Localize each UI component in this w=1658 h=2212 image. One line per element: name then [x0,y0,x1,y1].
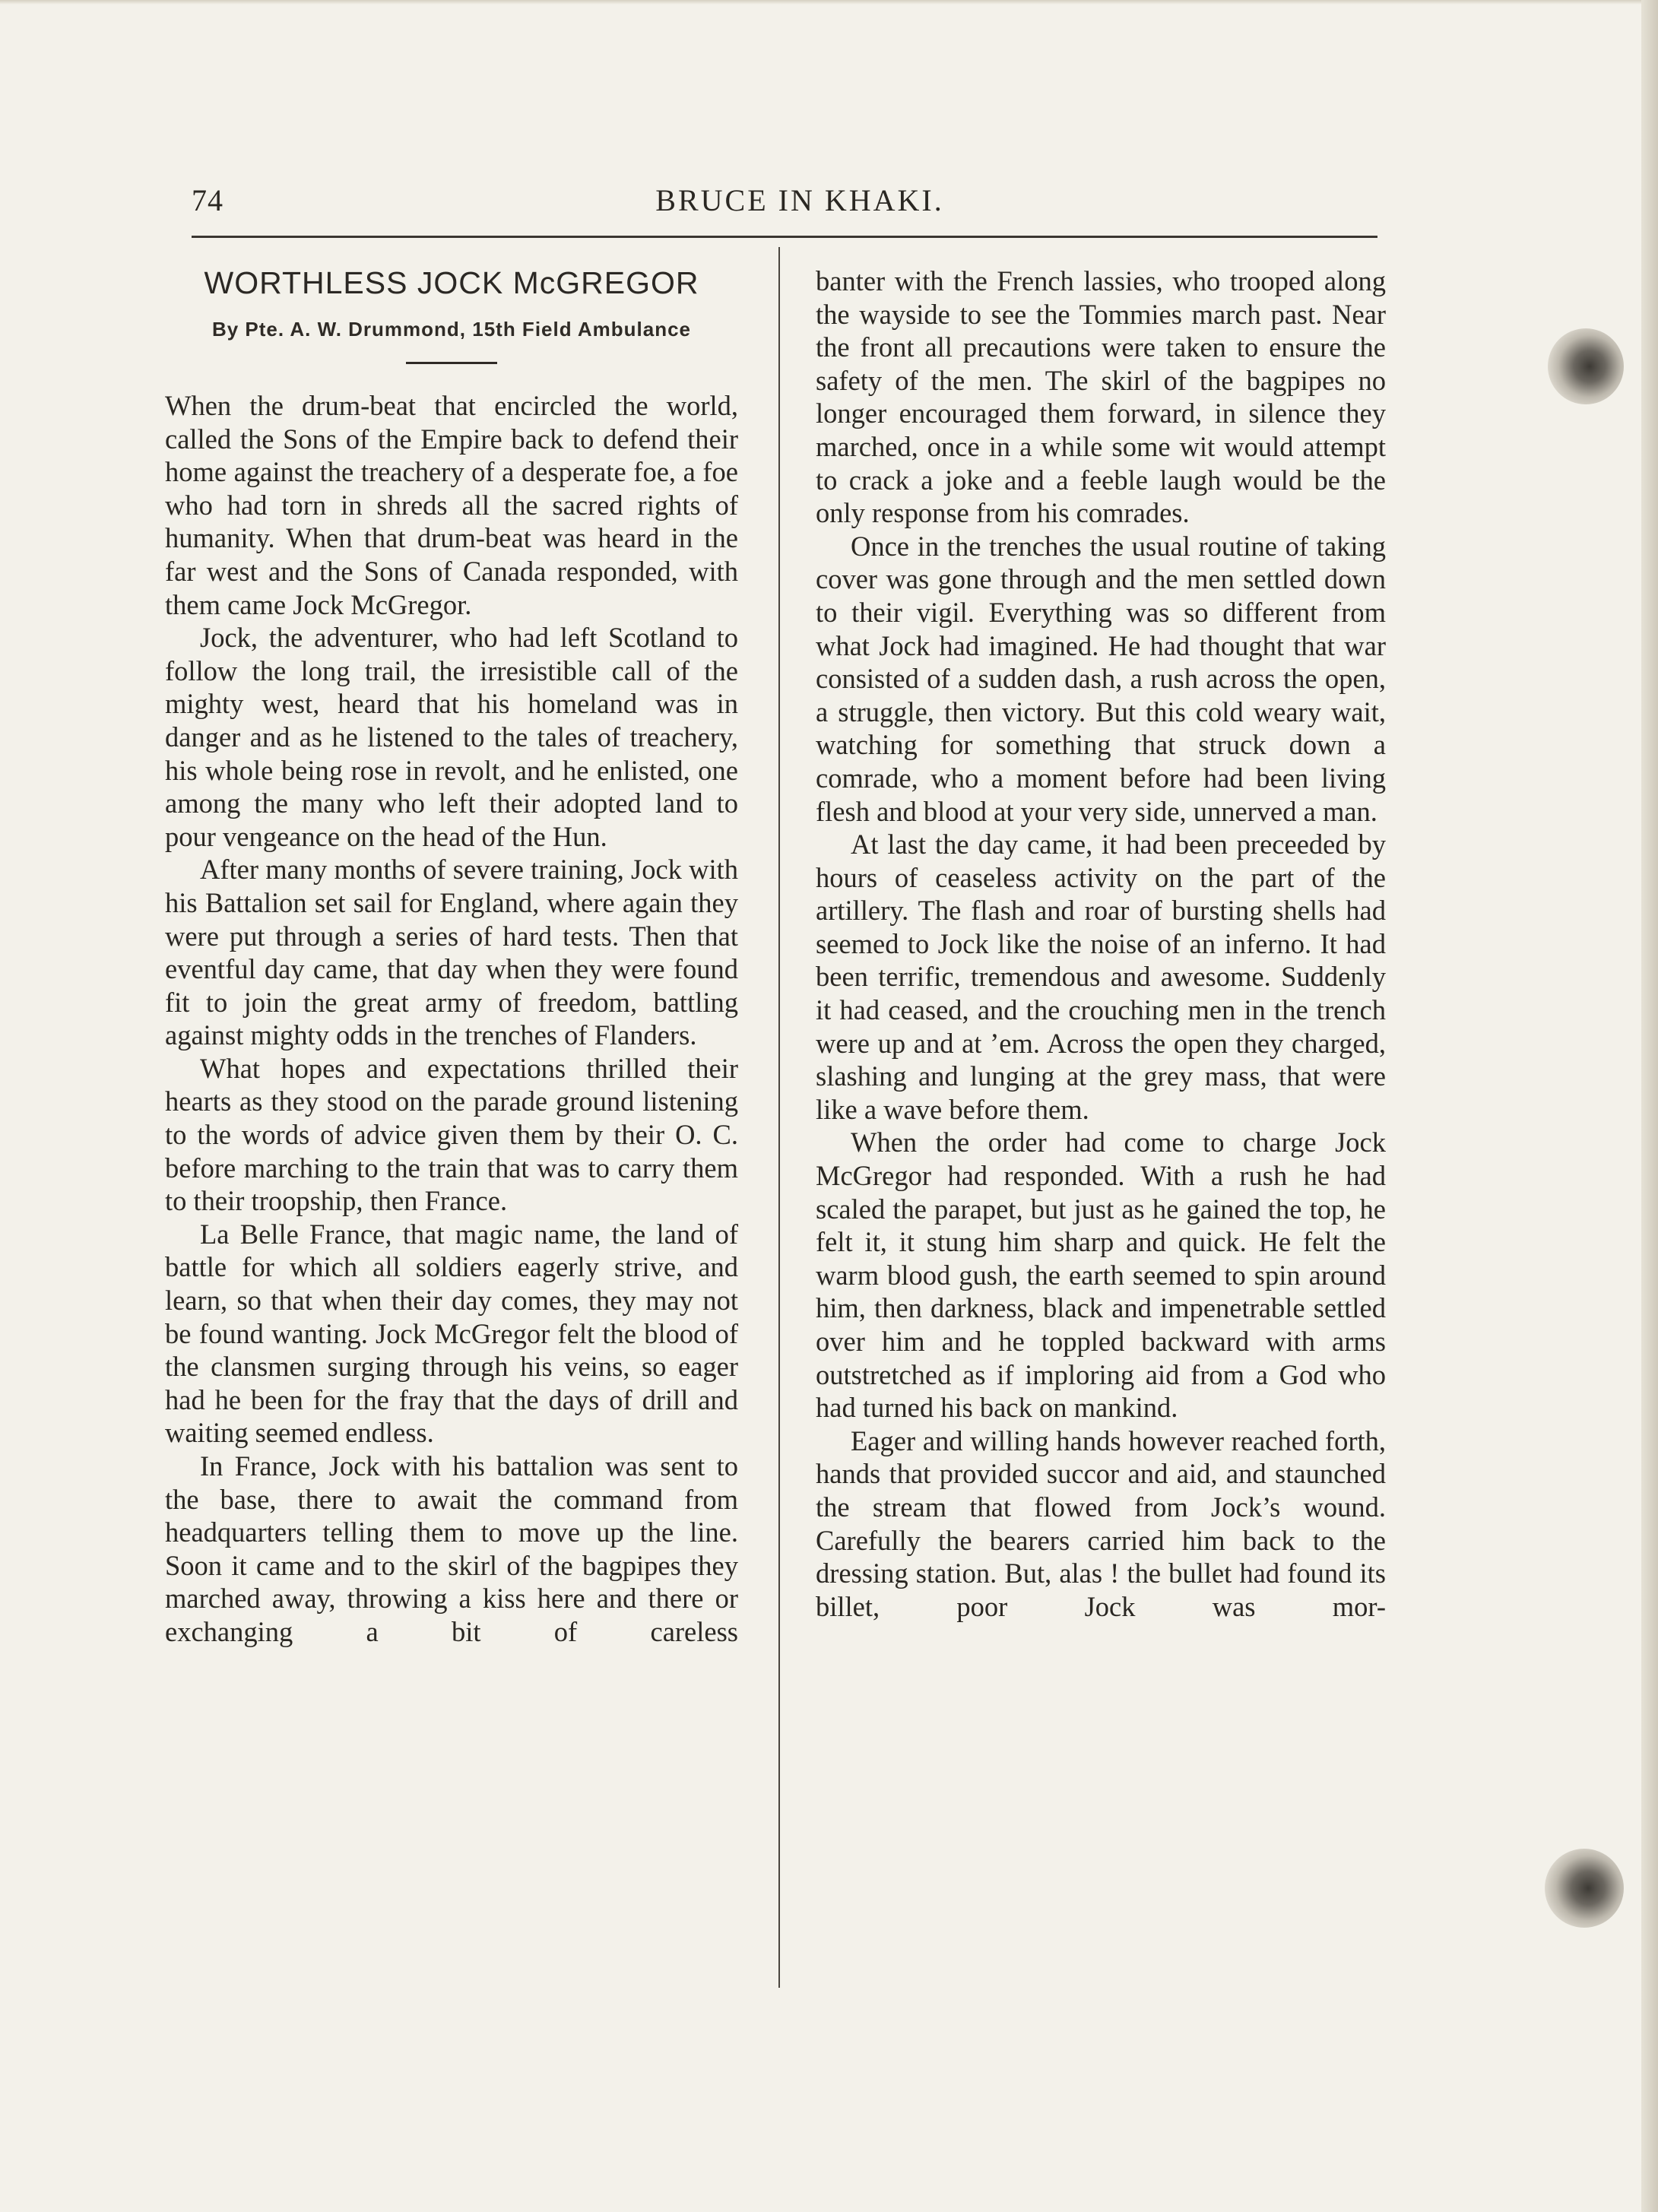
binding-hole-top [1548,328,1624,404]
paragraph: After many months of severe training, Jock with his Battalion set sail for England, where again they were put through a series of hard tests. Then that eventful day came, that day when they were found fit to join the great army of freedom, battling against mighty odds in the trenches of Flanders. [165,854,738,1051]
article-byline: By Pte. A. W. Drummond, 15th Field Ambulance [211,318,692,341]
paragraph: Once in the trenches the usual routine of taking cover was gone through and the men settled down to their vigil. Everything was so different from what Jock had imagined. He had thought that war consisted of a sudden dash, a rush across the open, a struggle, then victory. But this cold weary wait, watching for something that struck down a comrade, who a moment before had been living flesh and blood at your very side, unnerved a man. [816,530,1386,827]
header-rule [192,236,1377,238]
column-divider [778,247,780,1988]
running-header [192,182,1377,228]
paragraph: In France, Jock with his battalion was sent to the base, there to await the command from headquarters telling them to move up the line. Soon it came and to the skirl of the bagpipes they marched away, throwing a kiss here and there or exchanging a bit of careless [165,1450,738,1647]
paragraph: At last the day came, it had been preceeded by hours of ceaseless activity on the part of the artillery. The flash and roar of bursting shells had seemed to Jock like the noise of an inferno. It had been terrific, tremendous and awesome. Suddenly it had ceased, and the crouching men in the trench were up and at ’em. Across the open they charged, slashing and lunging at the grey mass, that were like a wave before them. [816,829,1386,1125]
page-right-edge [1641,0,1658,2212]
article-title: WORTHLESS JOCK McGREGOR [204,265,699,300]
paragraph: When the order had come to charge Jock McGregor had responded. With a rush he had scaled the parapet, but just as he gained the top, he felt it, it stung him sharp and quick. He felt the warm blood gush, the earth seemed to spin around him, then darkness, black and impenetrable settled over him and he toppled backward with arms outstretched as if imploring aid from a God who had turned his back on mankind. [816,1127,1386,1424]
paragraph: Eager and willing hands however reached forth, hands that provided succor and aid, and staunched the stream that flowed from Jock’s wound. Carefully the bearers carried him back to the dressing station. But, alas ! the bullet had found its billet, poor Jock was mor- [816,1424,1386,1622]
running-header-title: BRUCE IN KHAKI. [655,183,944,217]
left-column [165,258,738,1649]
page-top-edge [0,0,1658,5]
title-rule [406,362,497,364]
paragraph: When the drum-beat that encircled the world, called the Sons of the Empire back to defend their home against the treachery of a desperate foe, a foe who had torn in shreds all the sacred rights of humanity. When that drum-beat was heard in the far west and the Sons of Canada responded, with them came Jock McGregor. [165,390,738,620]
binding-hole-bottom [1545,1849,1624,1928]
right-column [816,265,1386,1623]
paragraph: La Belle France, that magic name, the land of battle for which all soldiers eagerly strive, and learn, so that when their day comes, they may not be found wanting. Jock McGregor felt the blood of the clansmen surging through his veins, so eager had he been for the fray that the days of drill and waiting seemed endless. [165,1218,738,1449]
paragraph: banter with the French lassies, who trooped along the wayside to see the Tommies march past. Near the front all precautions were taken to ensure the safety of the men. The skirl of the bagpipes no longer encouraged them forward, in silence they marched, once in a while some wit would attempt to crack a joke and a feeble laugh would be the only response from his comrades. [816,265,1386,529]
paragraph: What hopes and expectations thrilled their hearts as they stood on the parade ground listening to the words of advice given them by their O. C. before marching to the train that was to carry them to their troopship, then France. [165,1052,738,1217]
paragraph: Jock, the adventurer, who had left Scotland to follow the long trail, the irresistible call of the mighty west, heard that his homeland was in danger and as he listened to the tales of treachery, his whole being rose in revolt, and he enlisted, one among the many who left their adopted land to pour vengeance on the head of the Hun. [165,622,738,852]
page-number: 74 [192,183,223,217]
